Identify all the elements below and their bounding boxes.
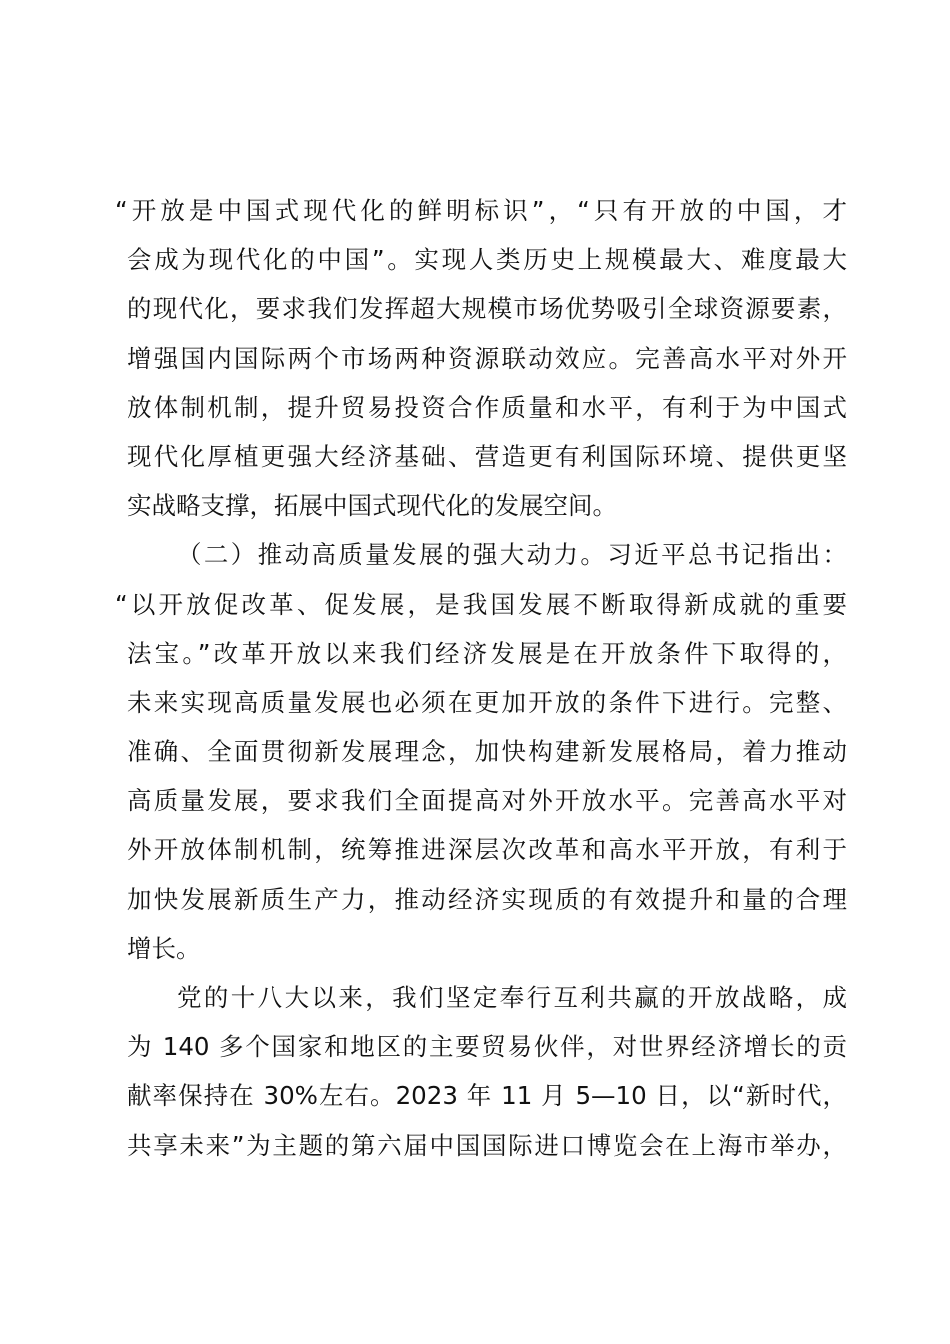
- text-line: 实战略支撑，拓展中国式现代化的发展空间。: [127, 491, 617, 521]
- section-heading-line: （二）推动高质量发展的强大动力。习近平总书记指出：: [177, 540, 847, 570]
- text-line: 的现代化，要求我们发挥超大规模市场优势吸引全球资源要素，: [127, 294, 847, 324]
- text-line: 会成为现代化的中国”。实现人类历史上规模最大、难度最大: [127, 245, 847, 275]
- text-line: “开放是中国式现代化的鲜明标识”，“只有开放的中国，才: [115, 196, 847, 225]
- text-line: 为 140 多个国家和地区的主要贸易伙伴，对世界经济增长的贡: [127, 1032, 847, 1062]
- text-line: 放体制机制，提升贸易投资合作质量和水平，有利于为中国式: [127, 392, 847, 422]
- text-line: 献率保持在 30%左右。2023 年 11 月 5—10 日，以“新时代，: [127, 1081, 847, 1111]
- paragraph-first-line: 党的十八大以来，我们坚定奉行互利共赢的开放战略，成: [177, 983, 847, 1012]
- text-line: 准确、全面贯彻新发展理念，加快构建新发展格局，着力推动: [127, 737, 847, 767]
- text-line: 加快发展新质生产力，推动经济实现质的有效提升和量的合理: [127, 884, 847, 914]
- text-line: “以开放促改革、促发展，是我国发展不断取得新成就的重要: [115, 589, 847, 619]
- text-line: 共享未来”为主题的第六届中国国际进口博览会在上海市举办，: [127, 1130, 847, 1160]
- document-body: [115, 186, 847, 1170]
- text-line: 高质量发展，要求我们全面提高对外开放水平。完善高水平对: [127, 786, 847, 816]
- text-line: 外开放体制机制，统筹推进深层次改革和高水平开放，有利于: [127, 835, 847, 865]
- text-line: 增强国内国际两个市场两种资源联动效应。完善高水平对外开: [127, 343, 847, 373]
- text-line: 现代化厚植更强大经济基础、营造更有利国际环境、提供更坚: [127, 441, 847, 471]
- text-line: 未来实现高质量发展也必须在更加开放的条件下进行。完整、: [127, 687, 847, 717]
- text-line: 增长。: [127, 933, 201, 963]
- text-line: 法宝。”改革开放以来我们经济发展是在开放条件下取得的，: [127, 638, 847, 668]
